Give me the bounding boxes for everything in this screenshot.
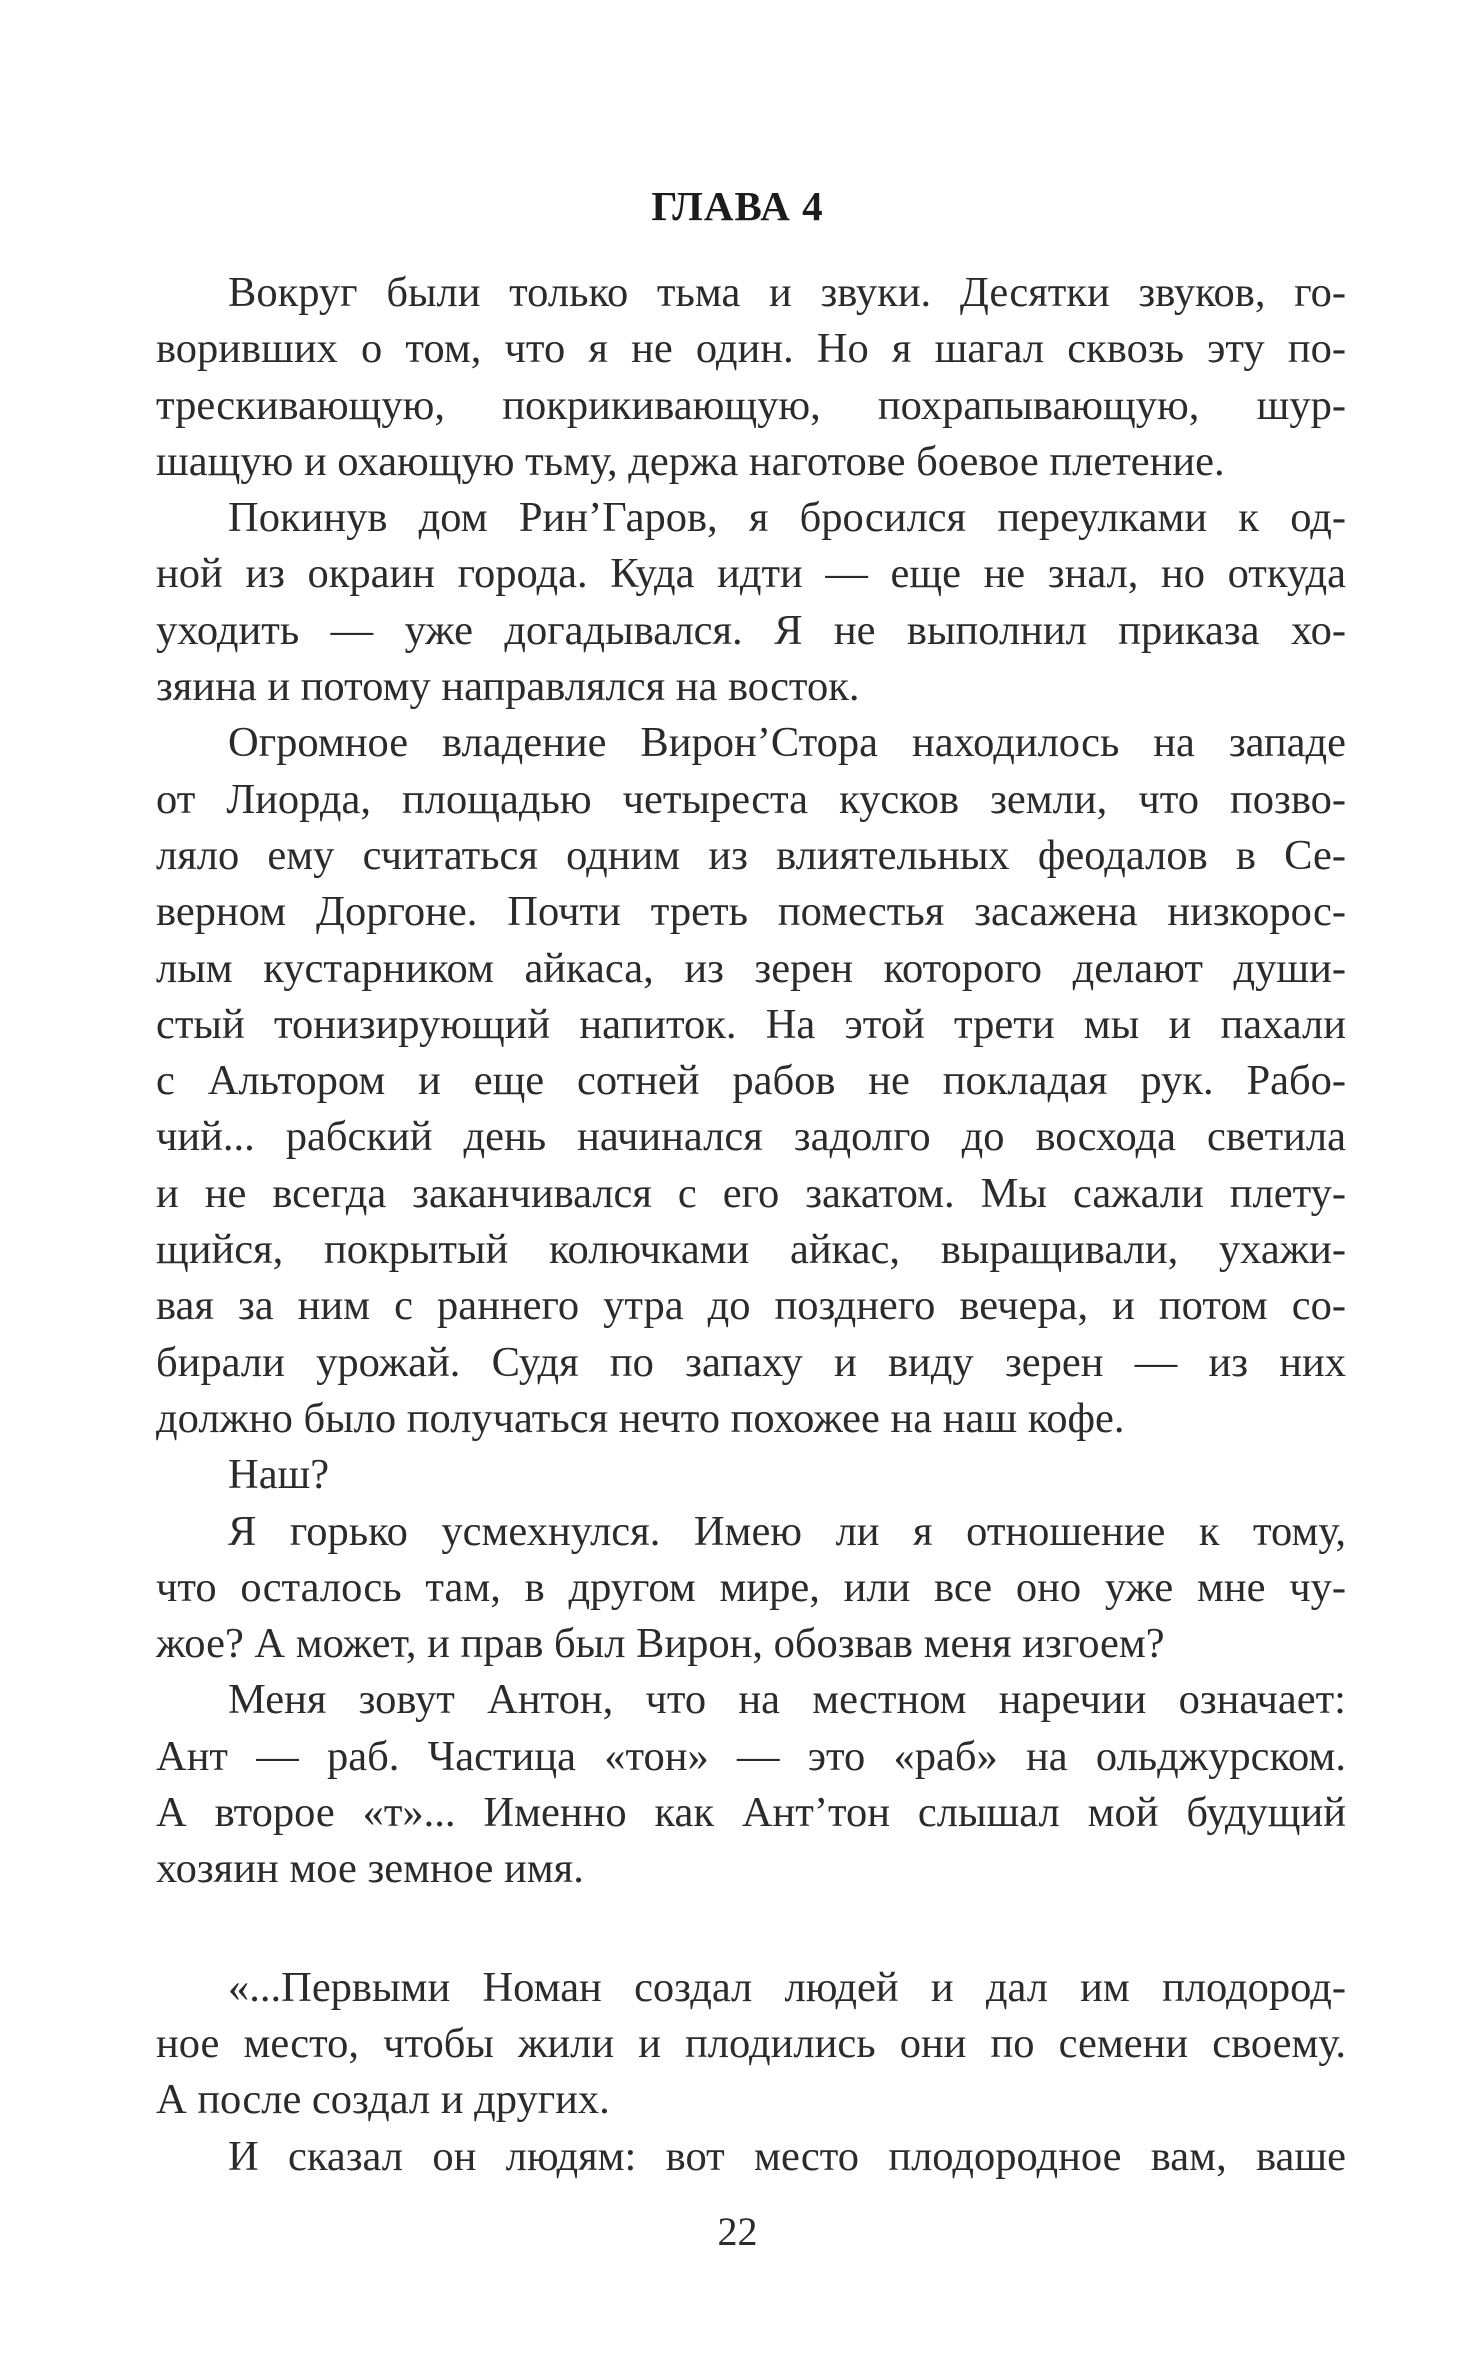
quote-paragraph	[156, 2129, 1346, 2185]
text-line: Огромное владение Вирон’Стора находилось на западе	[228, 719, 1346, 767]
text-line: лым кустарником айкаса, из зерен которого делают души-	[156, 944, 1346, 992]
paragraph	[156, 1672, 1346, 1897]
text-line: А после создал и других.	[156, 2076, 610, 2124]
text-line: от Лиорда, площадью четыреста кусков земли, что позво-	[156, 775, 1346, 823]
text-line: уходить — уже догадывался. Я не выполнил приказа хо-	[156, 606, 1346, 654]
paragraph	[156, 490, 1346, 715]
text-line: Вокруг были только тьма и звуки. Десятки звуков, го-	[228, 269, 1346, 316]
text-line: щийся, покрытый колючками айкас, выращивали, ухажи-	[156, 1226, 1346, 1274]
text-line: «...Первыми Номан создал людей и дал им плодород-	[228, 1963, 1346, 2011]
paragraph	[156, 1504, 1346, 1673]
text-line: Меня зовут Антон, что на местном наречии означает:	[228, 1676, 1346, 1724]
section-break	[156, 1898, 1346, 1960]
quote-paragraph	[156, 1960, 1346, 2129]
text-line: трескивающую, покрикивающую, похрапывающую, шур-	[156, 381, 1346, 429]
text-line: с Альтором и еще сотней рабов не покладая рук. Рабо-	[156, 1057, 1346, 1105]
text-line: Покинув дом Рин’Гаров, я бросился переулками к од-	[228, 494, 1346, 542]
text-line: что осталось там, в другом мире, или все оно уже мне чу-	[156, 1563, 1346, 1611]
paragraph	[156, 1447, 1346, 1503]
text-line: зяина и потому направлялся на восток.	[156, 663, 860, 711]
text-line: А второе «т»... Именно как Ант’тон слышал мой будущий	[156, 1789, 1346, 1837]
text-line: хозяин мое земное имя.	[156, 1845, 584, 1893]
text-line: Я горько усмехнулся. Имею ли я отношение к тому,	[228, 1507, 1346, 1555]
text-line: вая за ним с раннего утра до позднего вечера, и потом со-	[156, 1282, 1346, 1330]
text-line: Наш?	[228, 1451, 330, 1499]
paragraph	[156, 265, 1346, 490]
text-line: и не всегда заканчивался с его закатом. Мы сажали плету-	[156, 1169, 1346, 1217]
text-line: ной из окраин города. Куда идти — еще не знал, но откуда	[156, 550, 1346, 598]
text-line: И сказал он людям: вот место плодородное вам, ваше	[228, 2132, 1346, 2180]
text-line: должно было получаться нечто похожее на наш кофе.	[156, 1394, 1125, 1442]
page-number: 22	[717, 2209, 758, 2254]
text-line: Ант — раб. Частица «тон» — это «раб» на ольджурском.	[156, 1732, 1346, 1780]
text-line: шащую и охающую тьму, держа наготове боевое плетение.	[156, 437, 1225, 485]
chapter-title: ГЛАВА 4	[651, 183, 824, 229]
text-line: чий... рабский день начинался задолго до восхода светила	[156, 1113, 1346, 1161]
paragraph	[156, 715, 1346, 1447]
body-text	[156, 265, 1346, 2185]
text-line: ное место, чтобы жили и плодились они по семени своему.	[156, 2019, 1346, 2067]
text-line: верном Доргоне. Почти треть поместья засажена низкорос-	[156, 888, 1346, 936]
text-line: жое? А может, и прав был Вирон, обозвав меня изгоем?	[156, 1620, 1165, 1668]
text-line: стый тонизирующий напиток. На этой трети мы и пахали	[156, 1000, 1346, 1048]
text-line: воривших о том, что я не один. Но я шагал сквозь эту по-	[156, 325, 1346, 373]
text-line: ляло ему считаться одним из влиятельных феодалов в Се-	[156, 831, 1346, 879]
text-line: бирали урожай. Судя по запаху и виду зерен — из них	[156, 1338, 1346, 1386]
